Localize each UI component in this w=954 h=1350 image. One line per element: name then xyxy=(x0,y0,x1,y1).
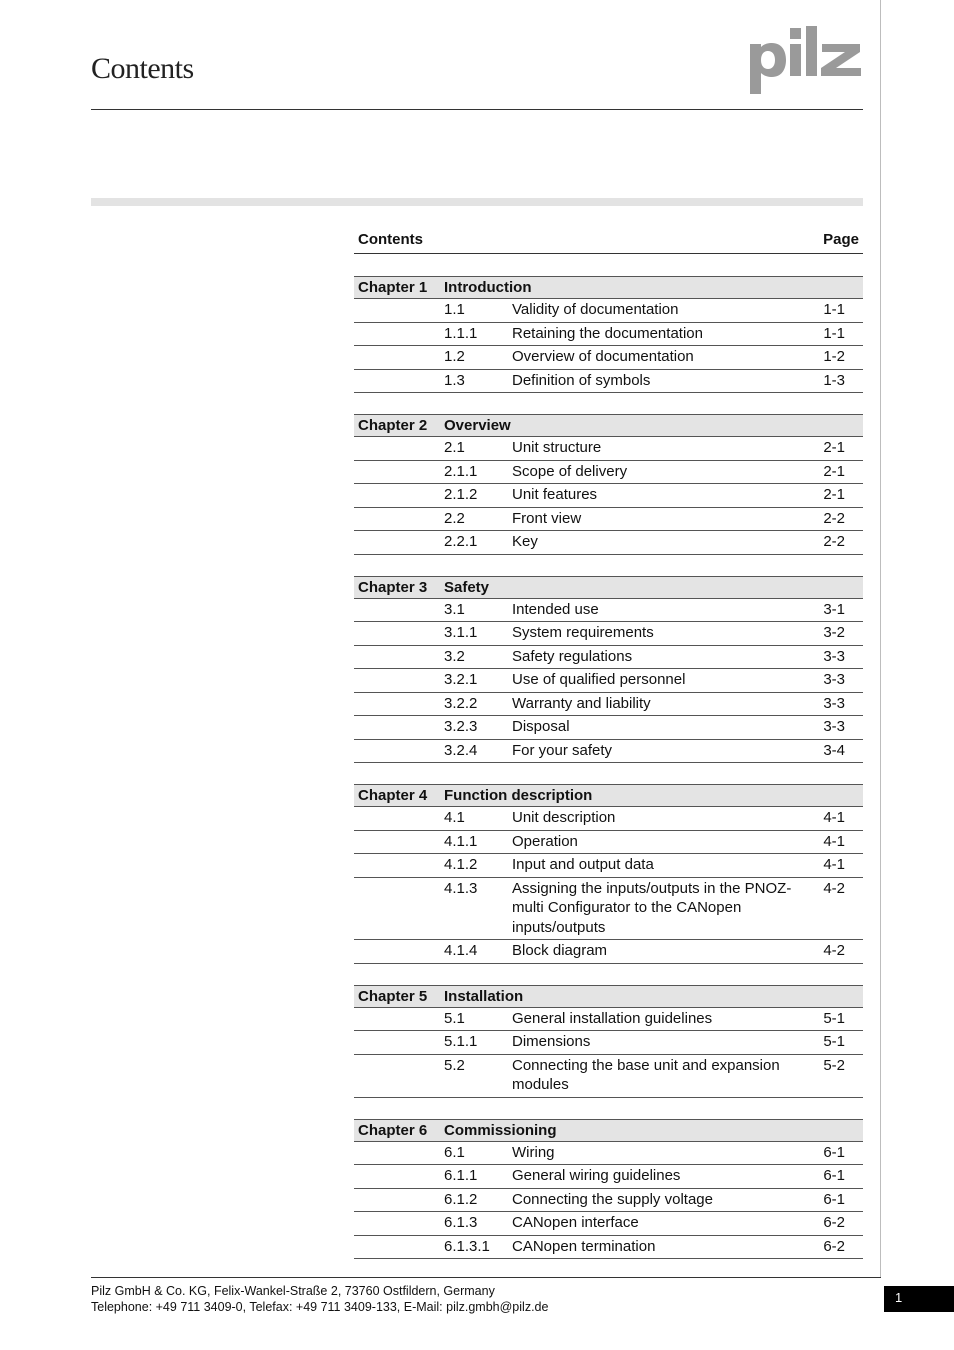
toc-entry[interactable] xyxy=(354,878,863,941)
section-title: Dimensions xyxy=(512,1033,591,1050)
section-number: 3.2 xyxy=(444,647,465,665)
section-number: 3.2.3 xyxy=(444,718,478,735)
section-title: Retaining the documentation xyxy=(512,324,703,342)
chapter-heading[interactable] xyxy=(354,784,863,807)
section-title: Use of qualified personnel xyxy=(512,671,686,688)
toc-entry[interactable] xyxy=(354,740,863,764)
section-number: 6.1 xyxy=(444,1143,465,1161)
section-number: 1.1 xyxy=(444,301,465,318)
chapter-title: Function description xyxy=(444,787,593,804)
section-title: Intended use xyxy=(512,600,599,618)
chapter-heading[interactable] xyxy=(354,276,863,299)
toc-entry[interactable] xyxy=(354,622,863,646)
section-number: 1.1.1 xyxy=(444,324,478,342)
toc-header-contents: Contents xyxy=(358,231,423,248)
section-number: 5.1.1 xyxy=(444,1033,478,1050)
footer-rule xyxy=(91,1277,881,1278)
section-number: 2.1.1 xyxy=(444,462,478,480)
chapter-block xyxy=(354,985,863,1098)
chapter-block xyxy=(354,414,863,555)
section-title: Unit structure xyxy=(512,439,602,456)
toc-entry[interactable] xyxy=(354,599,863,623)
section-title: Key xyxy=(512,533,538,550)
section-title: CANopen interface xyxy=(512,1214,639,1231)
toc-entry[interactable] xyxy=(354,1055,863,1098)
section-page: 4-2 xyxy=(823,942,845,959)
chapter-title: Safety xyxy=(444,578,490,596)
section-page: 3-4 xyxy=(823,741,845,759)
section-number: 6.1.1 xyxy=(444,1167,478,1184)
section-number: 3.2.4 xyxy=(444,741,478,759)
section-page: 6-2 xyxy=(823,1237,845,1255)
section-title: System requirements xyxy=(512,624,654,641)
section-title: Scope of delivery xyxy=(512,462,628,480)
toc-entry[interactable] xyxy=(354,693,863,717)
footer-contact: Telephone: +49 711 3409-0, Telefax: +49 711 3409-133, E-Mail: pilz.gmbh@pilz.de xyxy=(91,1300,549,1314)
section-page: 1-2 xyxy=(823,348,845,365)
toc-entry[interactable] xyxy=(354,807,863,831)
section-page: 2-1 xyxy=(823,439,845,456)
chapter-number: Chapter 1 xyxy=(358,279,428,296)
toc-entry[interactable] xyxy=(354,1142,863,1166)
section-page: 3-1 xyxy=(823,600,845,618)
section-page: 3-3 xyxy=(823,694,845,712)
section-title: Block diagram xyxy=(512,942,608,959)
section-title: Assigning the inputs/outputs in the PNOZ-multi Configurator to the CANopen inputs/outputs xyxy=(512,879,792,936)
section-page: 4-1 xyxy=(823,856,845,873)
section-title: General installation guidelines xyxy=(512,1009,713,1027)
section-page: 3-3 xyxy=(823,671,845,688)
section-number: 3.1.1 xyxy=(444,624,478,641)
footer-address: Pilz GmbH & Co. KG, Felix-Wankel-Straße 2, 73760 Ostfildern, Germany xyxy=(91,1284,495,1298)
section-page: 6-1 xyxy=(823,1167,845,1184)
section-page: 2-2 xyxy=(823,509,845,527)
section-title: Connecting the supply voltage xyxy=(512,1190,713,1208)
pilz-logo xyxy=(744,22,866,98)
section-title: Validity of documentation xyxy=(512,301,679,318)
section-number: 6.1.2 xyxy=(444,1190,478,1208)
section-number: 4.1 xyxy=(444,809,465,826)
toc-entry[interactable] xyxy=(354,669,863,693)
toc-entry[interactable] xyxy=(354,484,863,508)
section-number: 3.2.1 xyxy=(444,671,478,688)
section-title: Unit features xyxy=(512,486,598,503)
section-number: 6.1.3 xyxy=(444,1214,478,1231)
section-title: Warranty and liability xyxy=(512,694,651,712)
toc-entry[interactable] xyxy=(354,508,863,532)
toc-entry[interactable] xyxy=(354,1008,863,1032)
toc-header xyxy=(354,228,863,254)
section-number: 3.1 xyxy=(444,600,465,618)
section-page: 3-2 xyxy=(823,624,845,641)
chapter-title: Installation xyxy=(444,987,524,1005)
chapter-title: Overview xyxy=(444,417,511,434)
section-page: 1-1 xyxy=(823,301,845,318)
section-page: 4-2 xyxy=(823,879,845,897)
section-number: 4.1.4 xyxy=(444,942,478,959)
chapter-number: Chapter 2 xyxy=(358,417,428,434)
section-number: 4.1.1 xyxy=(444,832,478,850)
page-edge-line xyxy=(880,0,881,1278)
chapter-number: Chapter 5 xyxy=(358,987,428,1005)
section-title: Overview of documentation xyxy=(512,348,694,365)
section-page: 4-1 xyxy=(823,832,845,850)
section-page: 4-1 xyxy=(823,809,845,826)
toc-entry[interactable] xyxy=(354,299,863,323)
toc-entry[interactable] xyxy=(354,531,863,555)
section-page: 5-2 xyxy=(823,1056,845,1074)
header-rule xyxy=(91,109,863,110)
section-title: Unit description xyxy=(512,809,616,826)
section-page: 1-1 xyxy=(823,324,845,342)
section-title: Safety regulations xyxy=(512,647,633,665)
section-page: 5-1 xyxy=(823,1009,845,1027)
toc-entry[interactable] xyxy=(354,646,863,670)
section-number: 5.2 xyxy=(444,1056,465,1074)
toc-entry[interactable] xyxy=(354,940,863,964)
toc-entry[interactable] xyxy=(354,346,863,370)
toc-entry[interactable] xyxy=(354,831,863,855)
toc-entry[interactable] xyxy=(354,1189,863,1213)
section-number: 1.2 xyxy=(444,348,465,365)
section-title: Definition of symbols xyxy=(512,371,651,389)
toc-entry[interactable] xyxy=(354,323,863,347)
section-number: 1.3 xyxy=(444,371,465,389)
chapter-heading[interactable] xyxy=(354,985,863,1008)
toc-entry[interactable] xyxy=(354,1165,863,1189)
chapter-heading[interactable] xyxy=(354,576,863,599)
section-page: 2-2 xyxy=(823,533,845,550)
section-title: General wiring guidelines xyxy=(512,1167,681,1184)
toc-header-page: Page xyxy=(823,231,859,248)
section-page: 2-1 xyxy=(823,486,845,503)
toc-entry[interactable] xyxy=(354,1031,863,1055)
toc-entry[interactable] xyxy=(354,461,863,485)
chapter-number: Chapter 6 xyxy=(358,1121,428,1139)
section-page: 6-1 xyxy=(823,1143,845,1161)
section-band xyxy=(91,198,863,206)
section-title: Operation xyxy=(512,832,578,850)
toc-entry[interactable] xyxy=(354,1212,863,1236)
section-page: 1-3 xyxy=(823,371,845,389)
section-page: 5-1 xyxy=(823,1033,845,1050)
toc-entry[interactable] xyxy=(354,1236,863,1260)
section-page: 3-3 xyxy=(823,647,845,665)
section-title: Input and output data xyxy=(512,856,654,873)
toc-entry[interactable] xyxy=(354,716,863,740)
section-page: 6-2 xyxy=(823,1214,845,1231)
section-title: Front view xyxy=(512,509,582,527)
chapter-block xyxy=(354,276,863,393)
chapter-title: Commissioning xyxy=(444,1121,557,1139)
section-title: Wiring xyxy=(512,1143,555,1161)
section-page: 3-3 xyxy=(823,718,845,735)
chapter-heading[interactable] xyxy=(354,414,863,437)
section-page: 6-1 xyxy=(823,1190,845,1208)
section-title: CANopen termination xyxy=(512,1237,656,1255)
section-number: 2.1 xyxy=(444,439,465,456)
toc-entry[interactable] xyxy=(354,370,863,394)
section-page: 2-1 xyxy=(823,462,845,480)
section-title: Disposal xyxy=(512,718,570,735)
section-number: 5.1 xyxy=(444,1009,465,1027)
footer xyxy=(91,1283,548,1315)
toc-entry[interactable] xyxy=(354,854,863,878)
section-title: For your safety xyxy=(512,741,613,759)
section-title: Connecting the base unit and expansion modules xyxy=(512,1056,780,1093)
section-number: 4.1.3 xyxy=(444,879,478,897)
section-number: 3.2.2 xyxy=(444,694,478,712)
toc-entry[interactable] xyxy=(354,437,863,461)
section-number: 2.1.2 xyxy=(444,486,478,503)
chapter-title: Introduction xyxy=(444,279,532,296)
section-number: 2.2.1 xyxy=(444,533,478,550)
table-of-contents xyxy=(354,228,863,1259)
page-title: Contents xyxy=(91,52,194,85)
chapter-block xyxy=(354,576,863,764)
chapter-block xyxy=(354,1119,863,1260)
chapter-number: Chapter 3 xyxy=(358,578,428,596)
page-number: 1 xyxy=(884,1286,954,1312)
chapter-number: Chapter 4 xyxy=(358,787,428,804)
chapter-block xyxy=(354,784,863,964)
section-number: 4.1.2 xyxy=(444,856,478,873)
section-number: 6.1.3.1 xyxy=(444,1237,490,1255)
section-number: 2.2 xyxy=(444,509,465,527)
chapter-heading[interactable] xyxy=(354,1119,863,1142)
chapter-list xyxy=(354,276,863,1259)
